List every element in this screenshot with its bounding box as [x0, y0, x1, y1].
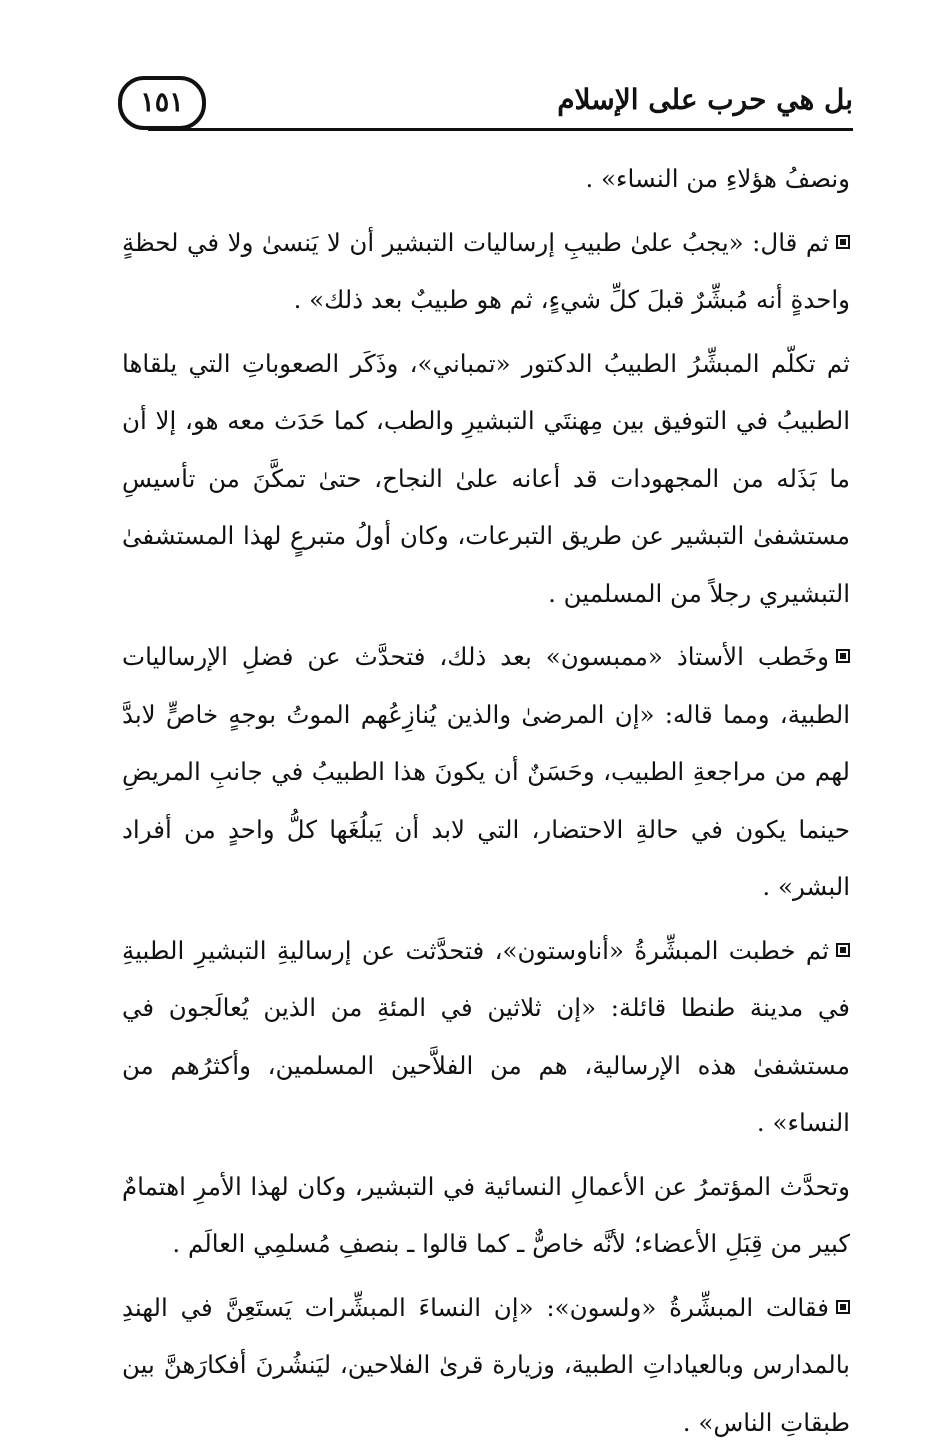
paragraph — [122, 1158, 850, 1273]
paragraph — [122, 922, 850, 1152]
paragraph-text: فقالت المبشِّرةُ «ولسون»: «إن النساءَ المبشِّرات يَستَعِنَّ في الهندِ بالمدارس وبالعياداتِ الطبية، وزيارة قرىٰ الفلاحين، ليَنشُرنَ أفكارَهنَّ بين طبقاتِ الناس» . — [122, 1293, 850, 1437]
page-number: ١٥١ — [140, 88, 184, 118]
paragraph — [122, 628, 850, 916]
square-bullet-icon — [836, 649, 850, 663]
paragraph — [122, 1279, 850, 1451]
square-bullet-icon — [836, 943, 850, 957]
paragraph-text: وخَطب الأستاذ «ممبسون» بعد ذلك، فتحدَّث عن فضلِ الإرساليات الطبية، ومما قاله: «إن المرضىٰ والذين يُنازِعُهم الموتُ بوجهٍ خاصٍّ لابدَّ لهم من مراجعةِ الطبيب، وحَسَنٌ أن يكونَ هذا الطبيبُ في جانبِ المريضِ حينما يكون في حالةِ الاحتضار، التي لابد أن يَبلُغَها كلُّ واحدٍ من أفراد البشر» . — [122, 642, 850, 901]
header-rule — [148, 128, 853, 131]
paragraph — [122, 214, 850, 329]
paragraph — [122, 335, 850, 623]
page-number-badge — [118, 76, 206, 130]
square-bullet-icon — [836, 1300, 850, 1314]
paragraph-text: ثم تكلّم المبشِّرُ الطبيبُ الدكتور «تمباني»، وذَكَر الصعوباتِ التي يلقاها الطبيبُ في التوفيق بين مِهنتَي التبشيرِ والطب، كما حَدَث معه هو، إلا أن ما بَذَله من المجهودات قد أعانه علىٰ النجاح، حتىٰ تمكَّنَ من تأسيسِ مستشفىٰ التبشير عن طريق التبرعات، وكان أولُ متبرعٍ لهذا المستشفىٰ التبشيري رجلاً من المسلمين . — [122, 349, 850, 608]
paragraph — [122, 150, 850, 208]
paragraph-text: وتحدَّث المؤتمرُ عن الأعمالِ النسائية في التبشير، وكان لهذا الأمرِ اهتمامٌ كبير من قِبَلِ الأعضاء؛ لأنَّه خاصٌّ ـ كما قالوا ـ بنصفِ مُسلمِي العالَم . — [122, 1172, 850, 1259]
book-title: بل هي حرب على الإسلام — [557, 82, 853, 118]
paragraph-text: ثم خطبت المبشِّرةُ «أناوستون»، فتحدَّثت عن إرساليةِ التبشيرِ الطبيةِ في مدينة طنطا قائلة: «إن ثلاثين في المئةِ من الذين يُعالَجون في مستشفىٰ هذه الإرسالية، هم من الفلاَّحين المسلمين، وأكثرُهم من النساء» . — [122, 936, 850, 1138]
page-header — [118, 72, 853, 134]
square-bullet-icon — [836, 235, 850, 249]
paragraph-text: ثم قال: «يجبُ علىٰ طبيبِ إرساليات التبشير أن لا يَنسىٰ ولا في لحظةٍ واحدةٍ أنه مُبشِّرٌ قبلَ كلِّ شيءٍ، ثم هو طبيبٌ بعد ذلك» . — [122, 228, 850, 315]
page-body — [122, 150, 850, 1451]
paragraph-text: ونصفُ هؤلاءِ من النساء» . — [585, 164, 850, 193]
